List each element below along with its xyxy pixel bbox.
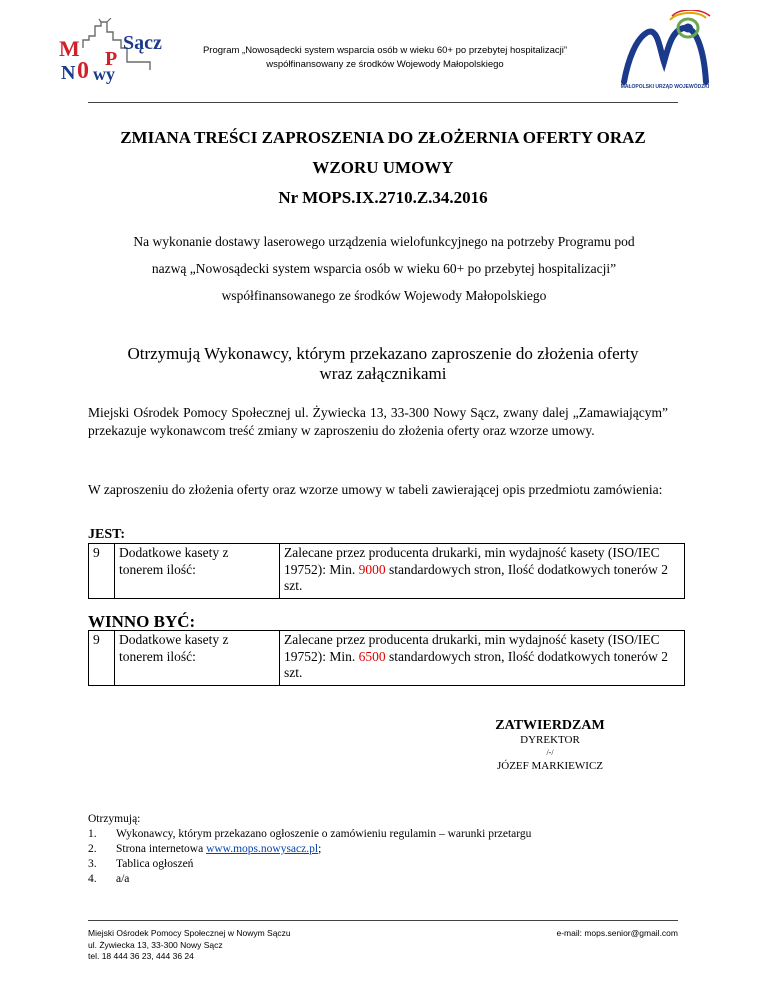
list-item xyxy=(88,827,531,842)
winno-label: WINNO BYĆ: xyxy=(88,612,196,631)
footer-address xyxy=(88,928,291,963)
intro-line-1: Na wykonanie dostawy laserowego urządzenia wielofunkcyjnego na potrzeby Programu pod xyxy=(133,234,635,249)
paragraph-intro: Miejski Ośrodek Pomocy Społecznej ul. Żywiecka 13, 33-300 Nowy Sącz, zwany dalej „Zamawiającym” przekazuje wykonawcom treść zmiany w zaproszeniu do złożenia oferty oraz wzorze umowy. xyxy=(88,405,668,438)
header-divider xyxy=(88,102,678,103)
program-line-2: współfinansowany ze środków Wojewody Małopolskiego xyxy=(266,59,504,70)
signer-name: JÓZEF MARKIEWICZ xyxy=(496,760,604,772)
intro-text xyxy=(100,228,668,309)
muw-caption: MAŁOPOLSKI URZĄD WOJEWÓDZKI xyxy=(620,84,710,90)
table-row xyxy=(89,631,685,686)
row-number: 9 xyxy=(89,544,115,599)
list-number: 2. xyxy=(88,843,97,855)
logo-letter-p: P xyxy=(105,48,118,70)
subtitle-line-1: Otrzymują Wykonawcy, którym przekazano zaproszenie do złożenia oferty xyxy=(127,344,639,363)
program-line-1: Program „Nowosądecki system wsparcia osób w wieku 60+ po przebytej hospitalizacji” xyxy=(202,45,568,56)
footer-phone: tel. 18 444 36 23, 444 36 24 xyxy=(88,951,194,961)
list-text: Tablica ogłoszeń xyxy=(116,858,194,870)
recipients-subtitle xyxy=(88,344,678,384)
website-link[interactable]: www.mops.nowysacz.pl xyxy=(206,843,319,855)
footer-email: e-mail: mops.senior@gmail.com xyxy=(556,928,678,938)
item-description xyxy=(280,544,685,599)
list-text: a/a xyxy=(116,873,130,885)
doc-title-line-1: ZMIANA TREŚCI ZAPROSZENIA DO ZŁOŻERNIA OFERTY ORAZ xyxy=(120,128,646,147)
doc-number: Nr MOPS.IX.2710.Z.34.2016 xyxy=(278,188,488,207)
winno-table xyxy=(88,630,685,686)
recipients-list xyxy=(88,812,531,887)
list-item xyxy=(88,872,531,887)
table-row xyxy=(89,544,685,599)
logo-sacz: Sącz xyxy=(123,32,162,54)
paragraph-table-ref: W zaproszeniu do złożenia oferty oraz wzorze umowy w tabeli zawierającej opis przedmiotu zamówienia: xyxy=(88,482,663,497)
jest-label: JEST: xyxy=(88,527,126,542)
muw-emblem-icon xyxy=(606,10,718,90)
approve-label: ZATWIERDZAM xyxy=(495,718,605,733)
value-highlight: 9000 xyxy=(358,561,386,577)
desc-before: Zalecane przez producenta drukarki, min wydajność kasety (ISO/IEC 19752): Min. xyxy=(284,632,660,664)
footer-divider xyxy=(88,920,678,921)
subtitle-line-2: wraz załącznikami xyxy=(319,364,447,383)
desc-before: Zalecane przez producenta drukarki, min wydajność kasety (ISO/IEC 19752): Min. xyxy=(284,545,660,577)
desc-after: standardowych stron, Ilość dodatkowych tonerów 2 szt. xyxy=(284,648,668,680)
logo-zero: 0 xyxy=(77,58,89,84)
list-item xyxy=(88,857,531,872)
signature-block xyxy=(450,718,650,773)
footer-org: Miejski Ośrodek Pomocy Społecznej w Nowym Sączu xyxy=(88,928,291,938)
item-description xyxy=(280,631,685,686)
program-header xyxy=(150,44,620,72)
footer-street: ul. Żywiecka 13, 33-300 Nowy Sącz xyxy=(88,939,223,950)
intro-line-2: nazwą „Nowosądecki system wsparcia osób w wieku 60+ po przebytej hospitalizacji” xyxy=(151,261,617,276)
value-highlight: 6500 xyxy=(358,648,386,664)
intro-line-3: współfinansowanego ze środków Wojewody Małopolskiego xyxy=(221,288,547,303)
list-number: 3. xyxy=(88,858,97,870)
list-number: 1. xyxy=(88,828,97,840)
recipients-label: Otrzymują: xyxy=(88,813,141,825)
list-text-end: ; xyxy=(318,843,322,855)
doc-title-line-2: WZORU UMOWY xyxy=(312,158,454,177)
signer-role: DYREKTOR xyxy=(520,734,580,746)
jest-table xyxy=(88,543,685,599)
signature-mark: /-/ xyxy=(546,748,554,757)
item-name: Dodatkowe kasety z tonerem ilość: xyxy=(115,544,280,599)
logo-letter-n: N xyxy=(61,62,76,84)
list-number: 4. xyxy=(88,873,97,885)
muw-logo xyxy=(606,10,718,98)
list-text: Wykonawcy, którym przekazano ogłoszenie o zamówieniu regulamin – warunki przetargu xyxy=(116,828,532,840)
logo-wy: wy xyxy=(93,64,115,84)
row-number: 9 xyxy=(89,631,115,686)
logo-letter-m: M xyxy=(59,36,80,61)
desc-after: standardowych stron, Ilość dodatkowych tonerów 2 szt. xyxy=(284,561,668,593)
list-text: Strona internetowa xyxy=(116,843,207,855)
item-name: Dodatkowe kasety z tonerem ilość: xyxy=(115,631,280,686)
list-item xyxy=(88,842,531,857)
